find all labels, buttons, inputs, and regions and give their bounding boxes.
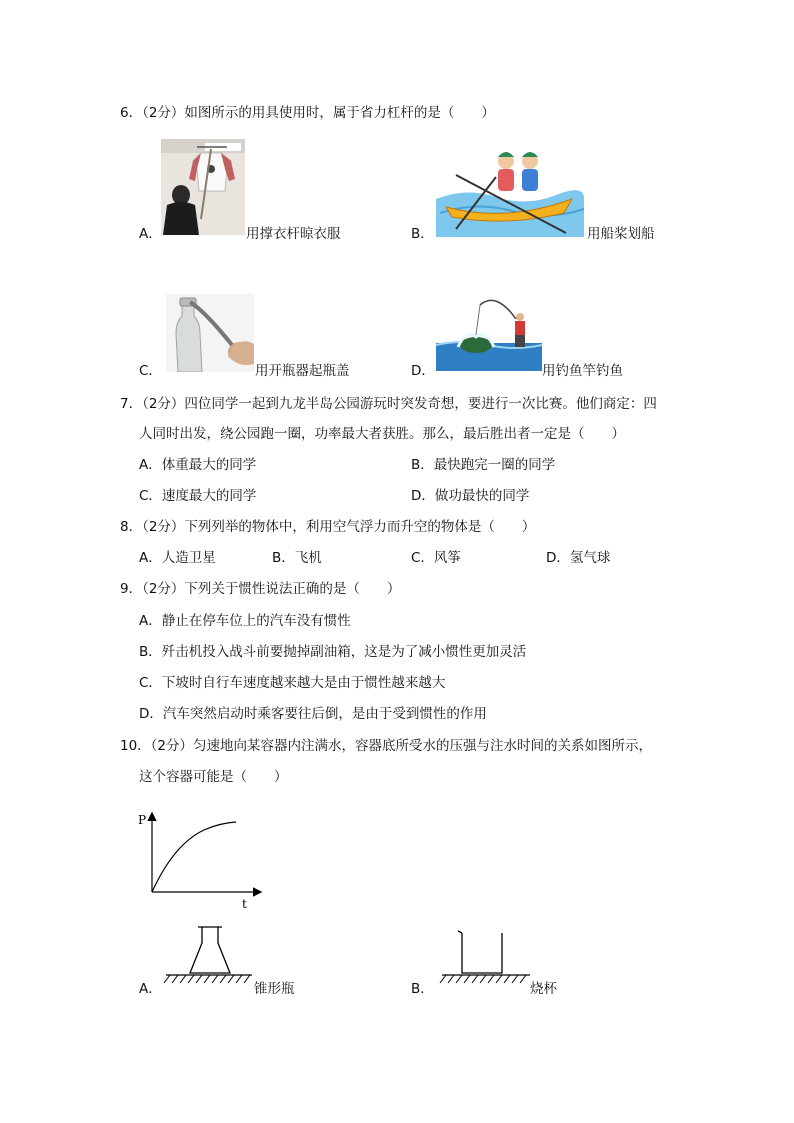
- q7-option-b: B．最快跑完一圈的同学: [411, 457, 556, 473]
- beaker-image: [436, 921, 532, 991]
- q8-stem: 8．（2分）下列列举的物体中，利用空气浮力而升空的物体是（ ）: [120, 519, 536, 535]
- q8-option-a: A．人造卫星: [139, 550, 216, 566]
- conical-flask-image: [160, 921, 254, 991]
- q8-option-c: C．风筝: [411, 550, 461, 566]
- q6-stem: 6．（2分）如图所示的用具使用时，属于省力杠杆的是（ ）: [120, 105, 495, 121]
- graph-x-label: t: [242, 897, 247, 911]
- q9-stem: 9．（2分）下列关于惯性说法正确的是（ ）: [120, 581, 401, 597]
- q9-option-c: C．下坡时自行车速度越来越大是由于惯性越来越大: [139, 675, 446, 691]
- q7-option-d: D．做功最快的同学: [411, 488, 530, 504]
- q6-option-b-letter: B．: [411, 226, 434, 242]
- q6-option-c-letter: C．: [139, 363, 162, 379]
- q10-option-a-caption: 锥形瓶: [254, 981, 295, 997]
- q10-option-a-letter: A．: [139, 981, 162, 997]
- q10-option-b-caption: 烧杯: [530, 981, 557, 997]
- fishing-rod-image: [436, 289, 542, 371]
- q10-stem-line1: 10．（2分）匀速地向某容器内注满水，容器底所受水的压强与注水时间的关系如图所示，: [120, 738, 653, 754]
- graph-y-label: P: [138, 813, 147, 827]
- q7-stem-line2: 人同时出发，绕公园跑一圈，功率最大者获胜。那么，最后胜出者一定是（ ）: [139, 426, 625, 442]
- graph-curve: [152, 822, 236, 892]
- bottle-opener-image: [166, 294, 254, 372]
- pressure-time-graph: [134, 808, 266, 912]
- q7-option-a: A．体重最大的同学: [139, 457, 257, 473]
- q9-option-b: B．歼击机投入战斗前要抛掉副油箱，这是为了减小惯性更加灵活: [139, 644, 527, 660]
- clothes-pole-image: [161, 139, 245, 235]
- q9-option-a: A．静止在停车位上的汽车没有惯性: [139, 613, 351, 629]
- q7-stem-line1: 7．（2分）四位同学一起到九龙半岛公园游玩时突发奇想，要进行一次比赛。他们商定：四: [120, 396, 657, 412]
- q6-option-a-letter: A．: [139, 226, 162, 242]
- q6-option-b-caption: 用船桨划船: [587, 226, 655, 242]
- q7-option-c: C．速度最大的同学: [139, 488, 257, 504]
- q8-option-b: B．飞机: [272, 550, 322, 566]
- rowing-boat-image: [436, 137, 584, 237]
- q8-option-d: D．氢气球: [546, 550, 611, 566]
- q10-stem-line2: 这个容器可能是（ ）: [139, 769, 288, 785]
- q6-option-c-caption: 用开瓶器起瓶盖: [255, 363, 350, 379]
- q6-option-d-caption: 用钓鱼竿钓鱼: [542, 363, 623, 379]
- q9-option-d: D．汽车突然启动时乘客要往后倒，是由于受到惯性的作用: [139, 706, 487, 722]
- q10-option-b-letter: B．: [411, 981, 434, 997]
- q6-option-a-caption: 用撑衣杆晾衣服: [246, 226, 341, 242]
- q6-option-d-letter: D．: [411, 363, 435, 379]
